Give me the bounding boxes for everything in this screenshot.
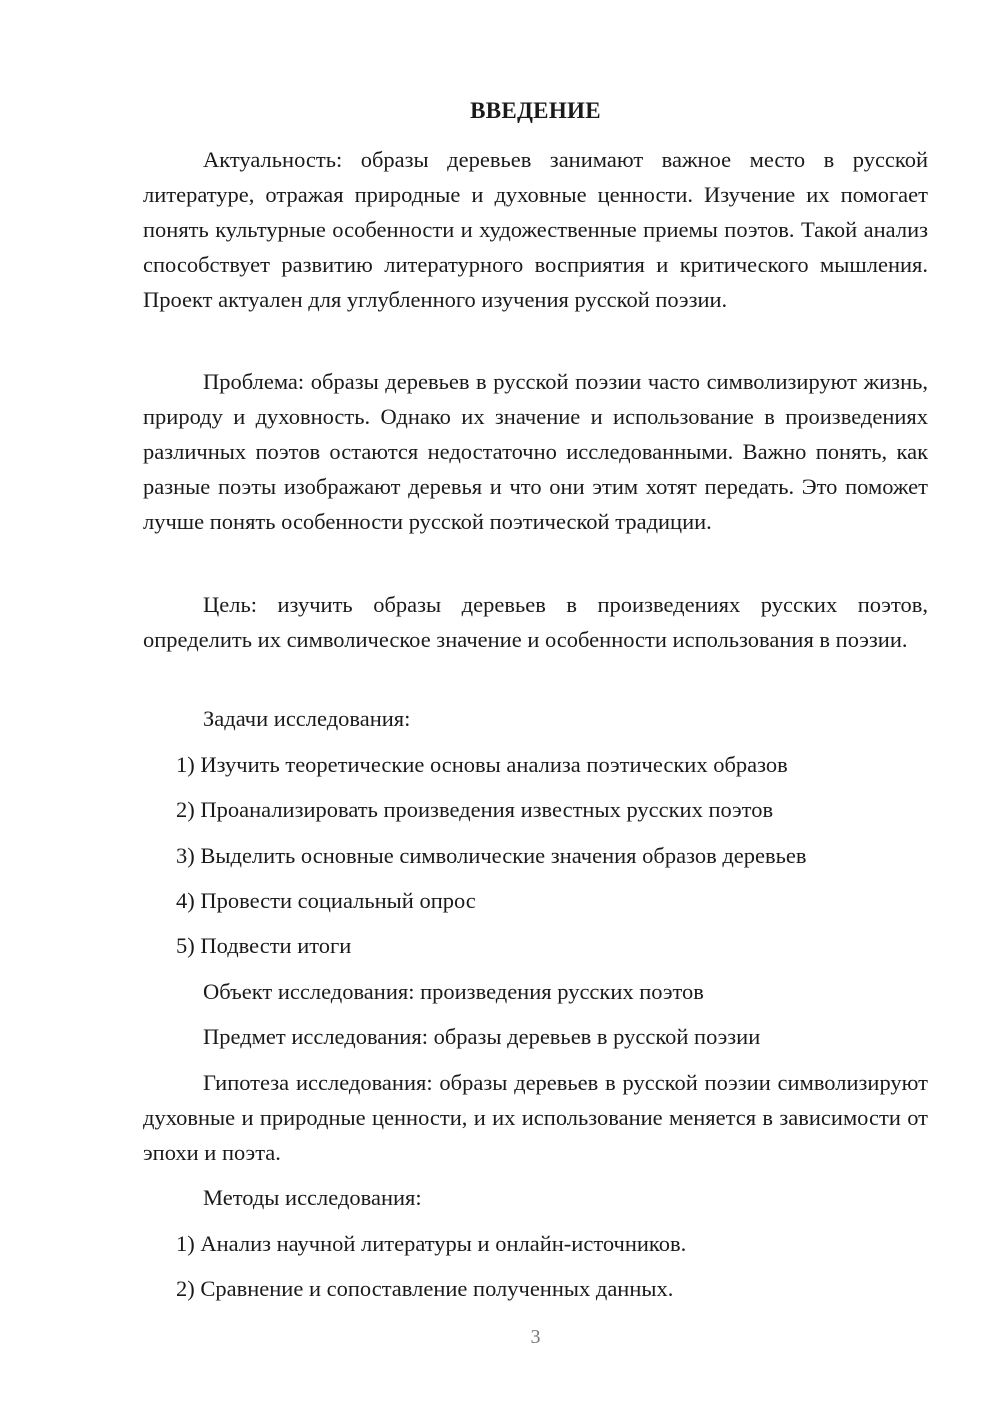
research-subject: Предмет исследования: образы деревьев в русской поэзии: [203, 1024, 761, 1049]
page-number: 3: [530, 1326, 541, 1348]
task-item: 5) Подвести итоги: [176, 933, 352, 958]
hypothesis-paragraph: Гипотеза исследования: образы деревьев в русской поэзии символизируют духовные и природные ценности, и их использование меняется в зависимости от эпохи и поэта.: [143, 1070, 928, 1165]
task-item: 4) Провести социальный опрос: [176, 888, 476, 913]
method-item: 2) Сравнение и сопоставление полученных данных.: [176, 1276, 674, 1301]
goal-paragraph: Цель: изучить образы деревьев в произведениях русских поэтов, определить их символическое значение и особенности использования в поэзии.: [143, 592, 928, 652]
task-item: 2) Проанализировать произведения известных русских поэтов: [176, 797, 774, 822]
document-page: [143, 0, 928, 1414]
section-heading: ВВЕДЕНИЕ: [470, 98, 601, 123]
tasks-title: Задачи исследования:: [203, 706, 411, 731]
relevance-paragraph: Актуальность: образы деревьев занимают важное место в русской литературе, отражая природные и духовные ценности. Изучение их помогает понять культурные особенности и художественные приемы поэтов. Такой анализ способствует развитию литературного восприятия и критического мышления. Проект актуален для углубленного изучения русской поэзии.: [143, 147, 928, 312]
research-object: Объект исследования: произведения русских поэтов: [203, 979, 704, 1004]
problem-paragraph: Проблема: образы деревьев в русской поэзии часто символизируют жизнь, природу и духовность. Однако их значение и использование в произведениях различных поэтов остаются недостаточно исследованными. Важно понять, как разные поэты изображают деревья и что они этим хотят передать. Это поможет лучше понять особенности русской поэтической традиции.: [143, 369, 928, 534]
method-item: 1) Анализ научной литературы и онлайн-источников.: [176, 1231, 687, 1256]
task-item: 1) Изучить теоретические основы анализа поэтических образов: [176, 752, 788, 777]
methods-title: Методы исследования:: [203, 1185, 422, 1210]
task-item: 3) Выделить основные символические значения образов деревьев: [176, 843, 807, 868]
